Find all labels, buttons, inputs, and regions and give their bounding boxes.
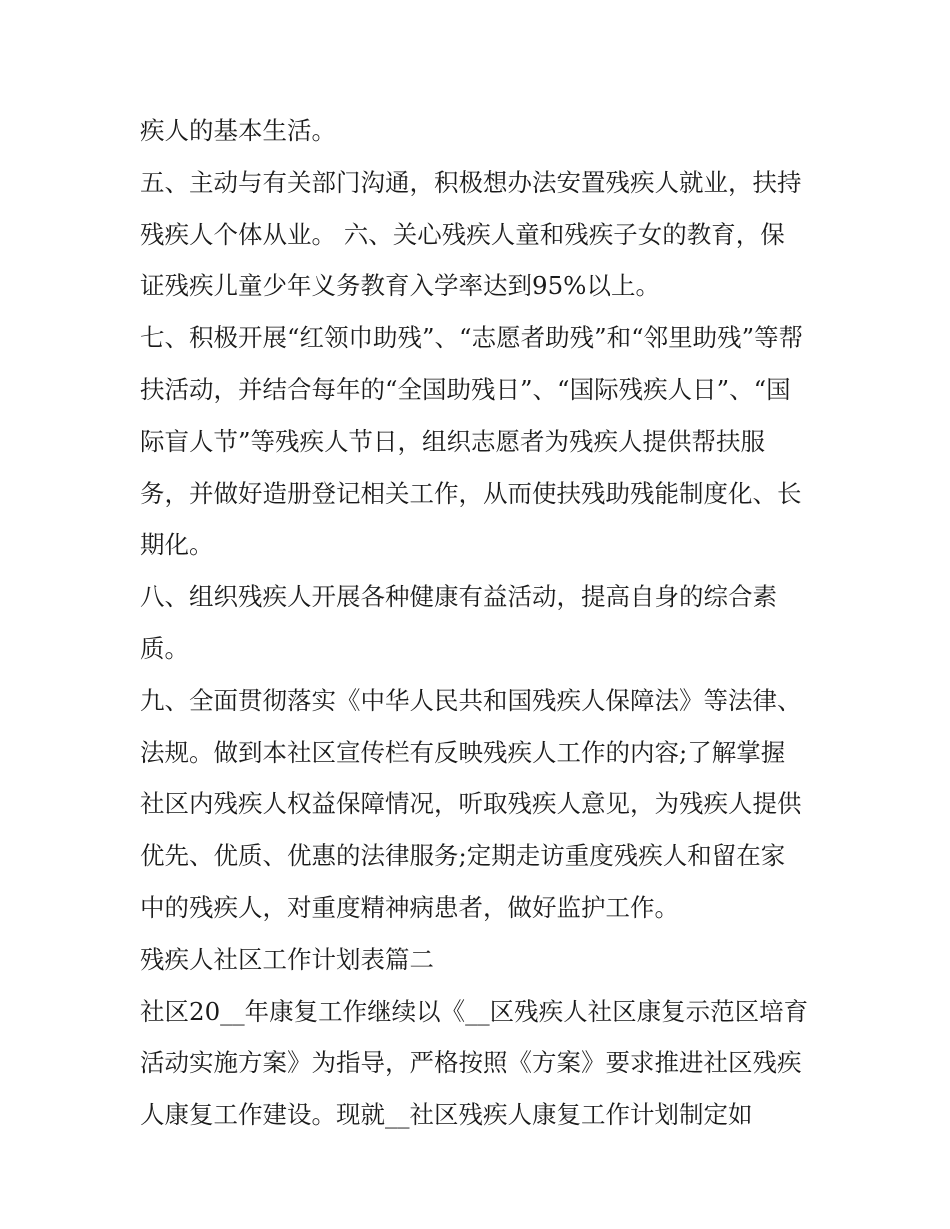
text-line-2: 五、主动与有关部门沟通，积极想办法安置残疾人就业，扶持 (140, 167, 802, 197)
text-line-3: 残疾人个体从业。 六、关心残疾人童和残疾子女的教育，保 (140, 219, 785, 249)
text-line-9: 期化。 (140, 530, 214, 560)
text-line-6: 扶活动，并结合每年的“全国助残日”、“国际残疾人日”、“国 (140, 374, 791, 404)
text-line-16: 中的残疾人，对重度精神病患者，做好监护工作。 (140, 892, 679, 922)
text-line-8: 务，并做好造册登记相关工作，从而使扶残助残能制度化、长 (140, 478, 802, 508)
text-line-4: 证残疾儿童少年义务教育入学率达到95%以上。 (140, 271, 660, 301)
text-line-19: 活动实施方案》为指导，严格按照《方案》要求推进社区残疾 (140, 1048, 802, 1078)
text-line-1: 疾人的基本生活。 (140, 116, 336, 145)
section-heading: 残疾人社区工作计划表篇二 (140, 944, 434, 974)
text-line-11: 质。 (140, 633, 189, 663)
text-line-5: 七、积极开展“红领巾助残”、“志愿者助残”和“邻里助残”等帮 (140, 323, 804, 353)
text-line-15: 优先、优质、优惠的法律服务;定期走访重度残疾人和留在家 (140, 841, 786, 871)
text-line-13: 法规。做到本社区宣传栏有反映残疾人工作的内容;了解掌握 (140, 737, 786, 767)
document-body (140, 105, 820, 1141)
text-line-18: 社区20__年康复工作继续以《__区残疾人社区康复示范区培育 (140, 996, 809, 1026)
text-line-14: 社区内残疾人权益保障情况，听取残疾人意见，为残疾人提供 (140, 789, 802, 819)
text-line-12: 九、全面贯彻落实《中华人民共和国残疾人保障法》等法律、 (140, 685, 802, 715)
text-line-10: 八、组织残疾人开展各种健康有益活动，提高自身的综合素 (140, 582, 777, 612)
text-line-20: 人康复工作建设。现就__社区残疾人康复工作计划制定如 (140, 1100, 753, 1130)
text-line-7: 际盲人节”等残疾人节日，组织志愿者为残疾人提供帮扶服 (140, 426, 766, 456)
